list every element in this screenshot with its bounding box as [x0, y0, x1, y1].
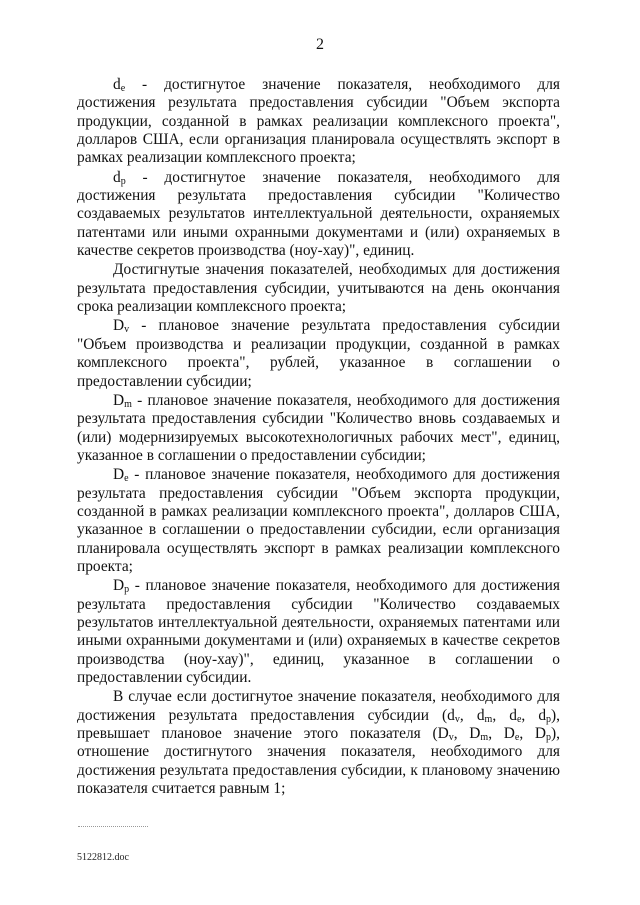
document-body: [77, 76, 560, 798]
separator: , d: [521, 706, 547, 724]
symbol-subscript: p: [120, 175, 126, 187]
symbol: D: [113, 317, 125, 335]
paragraph-achieved-values: [77, 261, 560, 316]
separator: , d: [492, 706, 517, 724]
paragraph-text: - достигнутое значение показателя, необходимого для достижения результата предоставления субсидии "Объем экспорта продукции, созданной в рамках реализации комплексного проекта", долларов США, если организация планировала осуществлять экспорт в рамках реализации комплексного проекта;: [77, 76, 560, 167]
symbol-subscript: e: [120, 83, 126, 94]
paragraph-dp: [77, 169, 560, 261]
paragraph-Dm: [77, 392, 560, 465]
paragraph-text: - плановое значение результата предоставления субсидии "Объем производства и реализации продукции, созданной в рамках комплексного проекта", рублей, указанное в соглашении о предоставлении субсидии;: [77, 317, 560, 390]
paragraph-text: - плановое значение показателя, необходимого для достижения результата предоставления субсидии "Количество создаваемых результатов интеллектуальной деятельности, охраняемых патентами или иными охранными документами и (или) охраняемых в качестве секретов производства (ноу-хау)", единиц, указанное в соглашении о предоставлении субсидии.: [77, 577, 560, 686]
subscript-Dm: m: [480, 732, 489, 744]
paragraph-Dp: [77, 577, 560, 687]
paragraph-text: - достигнутое значение показателя, необходимого для достижения результата предоставления субсидии "Количество создаваемых результатов интеллектуальной деятельности, охраняемых патентами или иными охранными документами и (или) охраняемых в качестве секретов производства (ноу-хау)", единиц.: [77, 168, 560, 260]
symbol: D: [113, 466, 125, 484]
paragraph-text: - плановое значение показателя, необходимого для достижения результата предоставления субсидии "Количество вновь создаваемых и (или) модернизируемых высокотехнологичных рабочих мест", единиц, указанное в соглашении о предоставлении субсидии;: [77, 391, 560, 464]
scan-mark-divider: [78, 826, 148, 828]
symbol-subscript: v: [124, 324, 130, 336]
paragraph-ratio-rule: [77, 688, 560, 798]
symbol: D: [113, 577, 125, 595]
paragraph-de: [77, 76, 560, 168]
subscript-Dv: v: [448, 732, 454, 744]
separator: , D: [453, 725, 481, 743]
page-number: 2: [316, 36, 324, 53]
paragraph-text: - плановое значение показателя, необходимого для достижения результата предоставления субсидии "Объем экспорта продукции, созданной в рамках реализации комплексного проекта", долларов США, указанное в соглашении о предоставлении субсидии, если организация планировала осуществлять экспорт в рамках реализации комплексного проекта;: [77, 466, 560, 575]
symbol-subscript: e: [124, 473, 129, 485]
ratio-text-3: ), отношение достигнутого значения показателя, необходимого для достижения результата предоставления субсидии, к плановому значению показателя считается равным 1;: [77, 725, 560, 798]
separator: , D: [519, 725, 547, 743]
ratio-text-1: В случае если достигнутое значение показателя, необходимого для достижения результата предоставления субсидии (d: [77, 688, 560, 724]
footer-filename: 5122812.doc: [77, 852, 129, 863]
subscript-dm: m: [484, 713, 493, 725]
subscript-dp: p: [546, 713, 552, 725]
symbol-subscript: m: [124, 398, 132, 410]
symbol: d: [113, 168, 121, 186]
separator: , D: [488, 725, 515, 743]
subscript-De: e: [514, 732, 520, 744]
separator: , d: [459, 706, 485, 724]
paragraph-text: Достигнутые значения показателей, необходимых для достижения результата предоставления субсидии, учитываются на день окончания срока реализации комплексного проекта;: [77, 261, 560, 316]
subscript-Dp: p: [546, 732, 552, 744]
subscript-de: e: [516, 713, 522, 725]
symbol: D: [113, 391, 125, 409]
symbol-subscript: p: [124, 584, 130, 596]
symbol: d: [113, 76, 121, 93]
subscript-dv: v: [454, 713, 460, 725]
ratio-text-2: ), превышает плановое значение этого показателя (D: [77, 706, 561, 743]
paragraph-De: [77, 466, 560, 576]
paragraph-Dv: [77, 317, 560, 390]
